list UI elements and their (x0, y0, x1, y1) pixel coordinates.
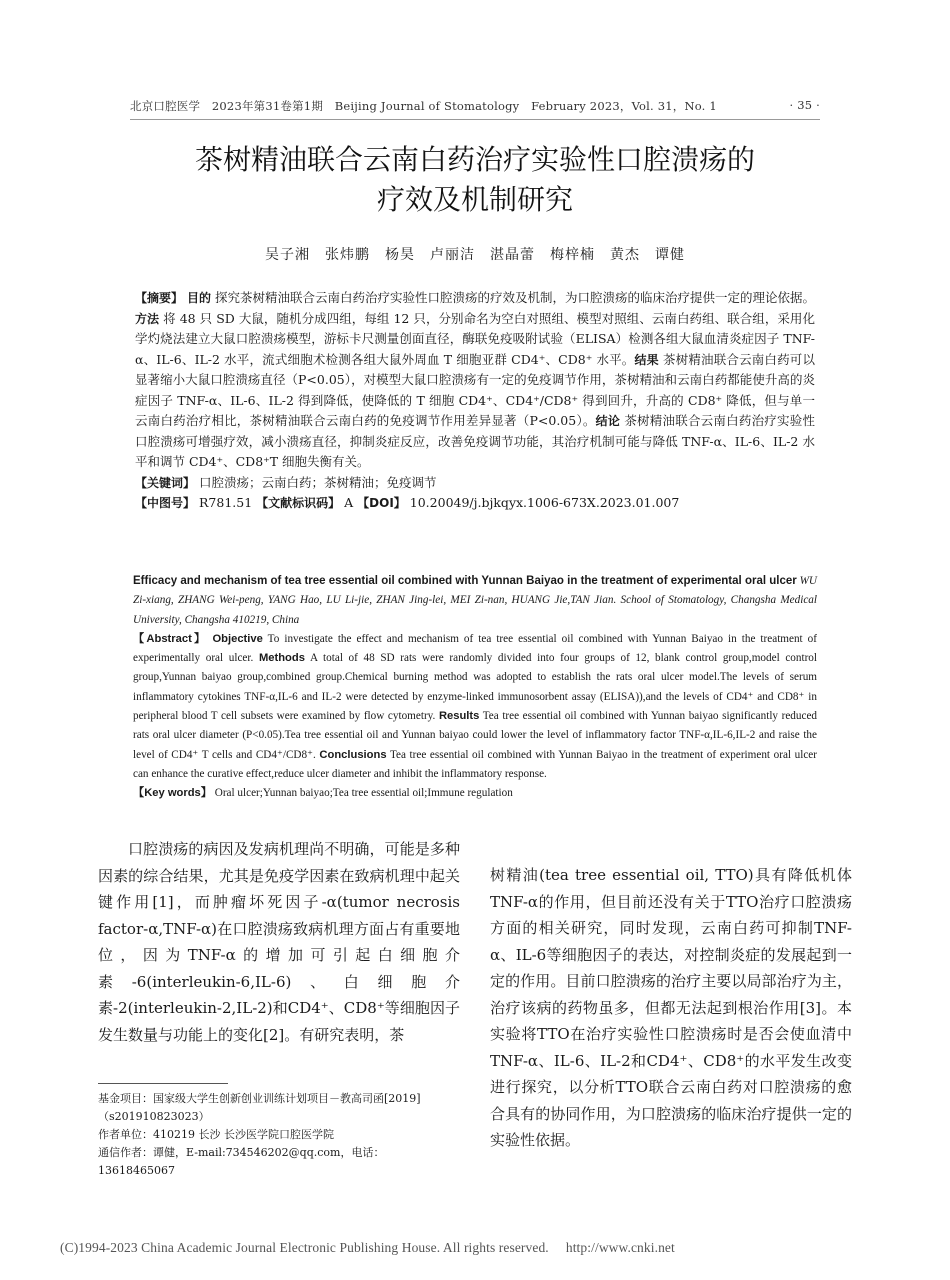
clc-label: 【中图号】 (135, 496, 196, 510)
body-right-column (490, 862, 852, 1154)
en-objective-label: Objective (212, 632, 263, 645)
footnote-affiliation: 作者单位：410219 长沙 长沙医学院口腔医学院 (98, 1128, 334, 1141)
abstract-cn (135, 288, 815, 514)
doc-code-label: 【文献标识码】 (256, 496, 341, 510)
objective-text: 探究茶树精油联合云南白药治疗实验性口腔溃疡的疗效及机制，为口腔溃疡的临床治疗提供一定的理论依据。 (215, 290, 816, 305)
en-results-label: Results (438, 710, 480, 723)
keywords-label: 【关键词】 (135, 475, 196, 490)
footnote-corresponding: 通信作者：谭健，E-mail:734546202@qq.com，电话：13618465067 (98, 1146, 385, 1177)
methods-label: 方法 (135, 311, 160, 326)
english-title: Efficacy and mechanism of tea tree essential oil combined with Yunnan Baiyao in the treatment of experimental oral ulcer (133, 575, 797, 587)
article-title (110, 140, 840, 220)
copyright-footer: (C)1994-2023 China Academic Journal Electronic Publishing House. All rights reserved. http://www.cnki.net (60, 1240, 675, 1255)
page-number: · 35 · (789, 98, 820, 112)
en-conclusions-text: Tea tree essential oil combined with Yunnan Baiyao in the treatment of experiment oral ulcer can enhance the curative effect,reduce ulcer diameter and inhibit the inflammatory response. (133, 748, 817, 780)
running-header (130, 98, 820, 120)
english-authors: WU Zi-xiang, ZHANG Wei-peng, YANG Hao, LU Li-jie, ZHAN Jing-lei, MEI Zi-nan, HUANG Jie,TAN Jian. School of Stomatology, Changsha Medical University, Changsha 410219, China (133, 575, 817, 626)
en-abstract-label: 【Abstract】 (133, 632, 208, 645)
en-methods-label: Methods (258, 652, 305, 665)
methods-text: 将 48 只 SD 大鼠，随机分成四组，每组 12 只，分别命名为空白对照组、模型对照组、云南白药组、联合组，采用化学灼烧法建立大鼠口腔溃疡模型，游标卡尺测量创面直径，酶联免疫吸附试验（ELISA）检测各组大鼠血清炎症因子 TNF-α、IL-6、IL-2 水平，流式细胞术检测各组大鼠外周血 T 细胞亚群 CD4⁺、CD8⁺ 水平。 (135, 310, 815, 367)
doi-label: 【DOI】 (357, 496, 406, 510)
body-paragraph-left: 口腔溃疡的病因及发病机理尚不明确，可能是多种因素的综合结果，尤其是免疫学因素在致病机理中起关键作用[1]，而肿瘤坏死因子-α(tumor necrosis factor-α,TNF-α)在口腔溃疡致病机理方面占有重要地位，因为TNF-α的增加可引起白细胞介素-6(interleukin-6,IL-6)、白细胞介素-2(interleukin-2,IL-2)和CD4⁺、CD8⁺等细胞因子发生数量与功能上的变化[2]。有研究表明，茶 (98, 840, 460, 1044)
doc-code-value: A (344, 495, 354, 510)
body-left-column (98, 836, 460, 1048)
en-conclusions-label: Conclusions (319, 748, 387, 761)
abstract-en (133, 572, 817, 804)
keywords-text: 口腔溃疡；云南白药；茶树精油；免疫调节 (199, 474, 437, 490)
en-objective-text: To investigate the effect and mechanism of tea tree essential oil combined with Yunnan Baiyao in the treatment of experimentally oral ulcer. (133, 632, 818, 665)
footnotes (98, 1090, 460, 1180)
en-results-text: Tea tree essential oil combined with Yunnan baiyao significantly reduced rats oral ulcer diameter (P<0.05).Tea tree essential oil and Yunnan baiyao could lower the level of inflammatory factor TNF-α,IL-6,IL-2 and raise the level of CD4⁺ T cells and CD4⁺/CD8⁺. (133, 710, 818, 761)
objective-label: 目的 (187, 291, 212, 305)
footnote-fund: 基金项目：国家级大学生创新创业训练计划项目－教高司函[2019]（s201910823023） (98, 1092, 421, 1123)
authors-cn: 吴子湘 张炜鹏 杨昊 卢丽洁 湛晶蕾 梅梓楠 黄杰 谭健 (265, 247, 685, 263)
journal-info: 北京口腔医学 2023年第31卷第1期 Beijing Journal of Stomatology February 2023，Vol. 31，No. 1 (130, 99, 717, 113)
en-methods-text: A total of 48 SD rats were randomly divided into four groups of 12, blank control group,model control group,Yunnan baiyao group,combined group.Chemical burning method was adopted to establish the rats oral ulcer model.The levels of serum inflammatory cytokines TNF-α,IL-6 and IL-2 were detected by enzyme-linked immunosorbent assay (ELISA)),and the levels of CD4⁺ and CD8⁺ in peripheral blood T cell subsets were examined by flow cytometry. (133, 652, 818, 723)
doi-value: 10.20049/j.bjkqyx.1006-673X.2023.01.007 (409, 495, 680, 510)
results-label: 结果 (634, 352, 659, 367)
footnote-divider (98, 1083, 228, 1084)
conclusion-text: 茶树精油联合云南白药治疗实验性口腔溃疡可增强疗效，减小溃疡直径，抑制炎症反应，改善免疫调节功能，其治疗机制可能与降低 TNF-α、IL-6、IL-2 水平和调节 CD4⁺、CD8⁺T 细胞失衡有关。 (135, 413, 815, 469)
body-paragraph-right: 树精油(tea tree essential oil, TTO)具有降低机体TNF-α的作用，但目前还没有关于TTO治疗口腔溃疡方面的相关研究，同时发现，云南白药可抑制TNF-α、IL-6等细胞因子的表达，对控制炎症的发展起到一定的作用。目前口腔溃疡的治疗主要以局部治疗为主，治疗该病的药物虽多，但都无法起到根治作用[3]。本实验将TTO在治疗实验性口腔溃疡时是否会使血清中TNF-α、IL-6、IL-2和CD4⁺、CD8⁺的水平发生改变进行探究，以分析TTO联合云南白药对口腔溃疡的愈合具有的协同作用，为口腔溃疡的临床治疗提供一定的实验性依据。 (490, 866, 852, 1149)
en-keywords-label: 【Key words】 (133, 787, 212, 800)
clc-value: R781.51 (199, 495, 253, 510)
results-text: 茶树精油联合云南白药可以显著缩小大鼠口腔溃疡直径（P<0.05），对模型大鼠口腔溃疡有一定的免疫调节作用，茶树精油和云南白药都能使升高的炎症因子 TNF-α、IL-6、IL-2 得到降低，使降低的 T 细胞 CD4⁺、CD4⁺/CD8⁺ 得到回升，升高的 CD8⁺ 降低，但与单一云南白药治疗相比，茶树精油联合云南白药的免疫调节作用差异显著（P<0.05）。 (135, 351, 815, 428)
title-line-2: 疗效及机制研究 (376, 183, 573, 216)
conclusion-label: 结论 (595, 414, 621, 428)
en-keywords-text: Oral ulcer;Yunnan baiyao;Tea tree essential oil;Immune regulation (214, 787, 513, 800)
abstract-label: 【摘要】 (135, 291, 184, 305)
title-line-1: 茶树精油联合云南白药治疗实验性口腔溃疡的 (194, 143, 755, 176)
